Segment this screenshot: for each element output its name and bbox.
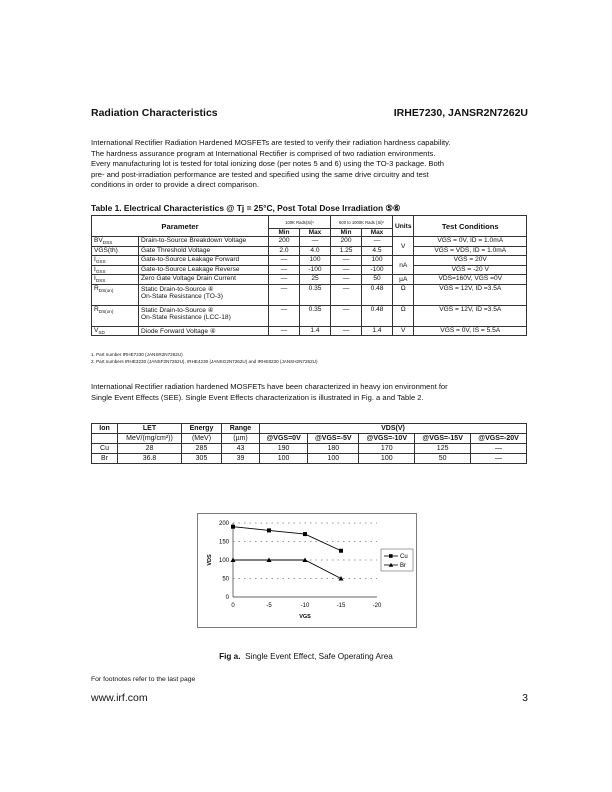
value-cell: 4.5 [362,246,393,256]
symbol-subscript: DS(on) [98,287,114,293]
cond-header: @VGS=0V [260,434,308,444]
data-point-cu [339,549,343,553]
see-paragraph [91,382,527,403]
ion-cell: Br [92,454,118,464]
y-tick-label: 0 [225,595,229,601]
watermark [265,336,269,357]
vds-cell: 100 [308,454,359,464]
symbol-cell [92,246,139,256]
let-unit: MeV/(mg/cm²)) [118,434,182,444]
cond-header: @VGS=-5V [308,434,359,444]
table-row [92,326,527,336]
table-row [92,444,527,454]
value-cell: 200 [331,237,362,247]
condition-cell: VGS = -20 V [414,265,527,275]
value-cell: — [269,284,300,305]
vds-cell: — [471,444,527,454]
see-table [91,423,527,464]
legend-label: Cu [400,554,408,560]
group2-header: 600 to 1000K Rads (Si)² [331,216,393,229]
value-cell: 1.25 [331,246,362,256]
max-header: Max [300,229,331,237]
y-tick-label: 100 [218,558,229,564]
cond-header: @VGS=-15V [415,434,471,444]
vds-cell: — [471,454,527,464]
vds-cell: 125 [415,444,471,454]
unit-cell: V [393,326,414,336]
unit-cell: Ω [393,284,414,305]
symbol-cell [92,265,139,275]
value-cell: — [269,305,300,326]
symbol-subscript: GSS [95,268,106,274]
y-tick-label: 150 [218,539,229,546]
unit-cell: V [393,237,414,256]
y-axis-label: VDS [207,554,213,566]
value-cell: — [269,265,300,275]
value-cell: — [331,326,362,336]
unit-cell: Ω [393,305,414,326]
energy-unit: (MeV) [182,434,222,444]
data-point-cu [267,528,271,532]
table-row [92,246,527,256]
max-header: Max [362,229,393,237]
symbol-subscript: DSS [95,278,106,283]
description: Static Drain-to-Source ④ [141,306,214,314]
symbol-subscript: SD [98,329,105,335]
figure-caption [0,652,612,661]
value-cell: — [269,275,300,285]
symbol: I [94,265,96,273]
caption-label: Fig a. [219,652,241,661]
symbol: R [94,305,99,313]
group1-header: 100K Rads(Si)¹ [269,216,331,229]
symbol: I [94,275,96,282]
intro-line: International Rectifier Radiation Hardened MOSFETs are tested to verify their radiation hardness capability. [91,138,451,147]
data-point-cu [231,525,235,529]
value-cell: 1.4 [300,326,331,336]
symbol-subscript: DS(on) [98,308,114,314]
unit-cell: µA [393,275,414,285]
condition-cell: VGS = 0V, ID = 1.0mA [414,237,527,247]
description-cell [139,246,269,256]
symbol-subscript: GSS [95,259,106,264]
range-header: Range [222,424,260,434]
description: Gate-to-Source Leakage Forward [141,256,240,263]
symbol-cell [92,256,139,266]
symbol: R [94,284,99,292]
description: Gate-to-Source Leakage Reverse [141,265,240,273]
legend-label: Br [400,563,406,569]
value-cell: -100 [300,265,331,275]
ion-header: Ion [92,424,118,434]
intro-line: pre- and post-irradiation performance are tested and specified using the same drive circuitry and test [91,169,429,179]
intro-line: Every manufacturing lot is tested for total ionizing dose (per notes 5 and 6) using the TO-3 package. Both [91,159,445,169]
symbol: I [94,256,96,263]
intro-paragraph [91,138,527,191]
value-cell: — [269,326,300,336]
let-cell: 28 [118,444,182,454]
value-cell: 4.0 [300,246,331,256]
symbol-subscript: DSS [102,240,113,245]
symbol-cell [92,305,139,326]
value-cell: 2.0 [269,246,300,256]
conditions-header: Test Conditions [414,216,527,237]
description-line2: On-State Resistance (LCC-18) [141,313,231,321]
table-row [92,454,527,464]
condition-cell: VGS = 12V, ID =3.5A [414,284,527,305]
vds-cell: 190 [260,444,308,454]
value-cell: — [300,237,331,247]
table1-title: Table 1. Electrical Characteristics @ Tj = 25°C, Post Total Dose Irradiation ⑤⑥ [91,203,401,213]
vds-cell: 170 [359,444,415,454]
units-header: Units [393,216,414,237]
value-cell: 25 [300,275,331,285]
description: Diode Forward Voltage ④ [141,327,216,335]
x-tick-label: 0 [231,603,235,609]
value-cell: — [331,256,362,266]
part-number-header: IRHE7230, JANSR2N7262U [393,107,528,119]
x-tick-label: -5 [266,603,272,609]
see-line: Single Event Effects (SEE). Single Event Effects characterization is illustrated in Fig. a and Table 2. [91,392,424,402]
value-cell: 0.35 [300,284,331,305]
legend-marker [389,554,393,558]
safe-operating-area-chart [197,513,417,628]
see-line: International Rectifier radiation hardened MOSFETs have been characterized in heavy ion environment for [91,382,448,391]
legend-box [381,549,413,571]
unit-cell: nA [393,256,414,275]
value-cell: 0.35 [300,305,331,326]
condition-cell: VGS = 12V, ID =3.5A [414,305,527,326]
cond-header: @VGS=-20V [471,434,527,444]
description-cell [139,326,269,336]
table-row [92,265,527,275]
description: Gate Threshold Voltage [141,246,211,254]
value-cell: 200 [269,237,300,247]
ion-cell: Cu [92,444,118,454]
x-axis-label: VGS [299,614,311,620]
description: Zero Gate Voltage Drain Current [141,275,236,282]
value-cell: — [331,275,362,285]
table-row [92,256,527,266]
value-cell: — [331,284,362,305]
range-cell: 39 [222,454,260,464]
value-cell: 0.48 [362,305,393,326]
min-header: Min [269,229,300,237]
data-point-br [339,576,344,581]
electrical-characteristics-table [91,215,527,336]
section-title: Radiation Characteristics [91,107,218,119]
series-line-br [233,560,341,579]
intro-line: The hardness assurance program at International Rectifier is comprised of two radiation environments. [91,148,436,158]
vds-header: VDS(V) [260,424,527,434]
page-number: 3 [522,692,528,704]
cond-header: @VGS=-10V [359,434,415,444]
symbol: V [94,326,99,334]
symbol: VGS(th) [94,246,118,254]
symbol-cell [92,284,139,305]
data-point-cu [303,532,307,536]
table-row [92,237,527,247]
let-cell: 36.8 [118,454,182,464]
description-cell [139,275,269,285]
energy-header: Energy [182,424,222,434]
caption-text: Single Event Effect, Safe Operating Area [245,652,393,661]
value-cell: 100 [300,256,331,266]
x-tick-label: -15 [336,603,346,609]
symbol: BV [94,237,103,244]
table-row [92,305,527,326]
x-tick-label: -10 [300,603,310,609]
description: Drain-to-Source Breakdown Voltage [141,237,247,244]
min-header: Min [331,229,362,237]
description-cell [139,305,269,326]
description-cell [139,237,269,247]
intro-line: conditions in order to provide a direct comparison. [91,180,259,190]
energy-cell: 285 [182,444,222,454]
symbol-cell [92,237,139,247]
parameter-header: Parameter [92,216,269,237]
table-footnote: 1. Part number IRHE7230 (JANSR2N7262U) [91,352,183,357]
range-cell: 43 [222,444,260,454]
y-tick-label: 200 [218,521,229,527]
condition-cell: VGS = VDS, ID = 1.0mA [414,246,527,256]
vds-cell: 180 [308,444,359,454]
description-cell [139,284,269,305]
value-cell: — [362,237,393,247]
vds-cell: 100 [359,454,415,464]
condition-cell: VDS=160V, VGS =0V [414,275,527,285]
vds-cell: 100 [260,454,308,464]
range-unit: (µm) [222,434,260,444]
symbol-cell [92,275,139,285]
let-header: LET [118,424,182,434]
description: Static Drain-to-Source ④ [141,285,214,293]
table-row [92,275,527,285]
table-footnote: 2. Part numbers IRHE3230 (JANSF2N7262U), IRHE4230 (JANSG2N7262U) and IRHE8230 (JANSH2N7262U) [91,359,318,364]
value-cell: 100 [362,256,393,266]
description-cell [139,256,269,266]
value-cell: 50 [362,275,393,285]
footer-url[interactable]: www.irf.com [91,692,148,704]
condition-cell: VGS = 20V [414,256,527,266]
table-row [92,284,527,305]
value-cell: -100 [362,265,393,275]
value-cell: 1.4 [362,326,393,336]
x-tick-label: -20 [372,603,382,609]
condition-cell: VGS = 0V, IS = 5.5A [414,326,527,336]
series-line-cu [233,527,341,551]
vds-cell: 50 [415,454,471,464]
description-line2: On-State Resistance (TO-3) [141,292,223,300]
value-cell: — [331,265,362,275]
value-cell: 0.48 [362,284,393,305]
value-cell: — [331,305,362,326]
energy-cell: 305 [182,454,222,464]
y-tick-label: 50 [222,576,229,583]
value-cell: — [269,256,300,266]
description-cell [139,265,269,275]
footnote-reference: For footnotes refer to the last page [91,676,196,683]
symbol-cell [92,326,139,336]
